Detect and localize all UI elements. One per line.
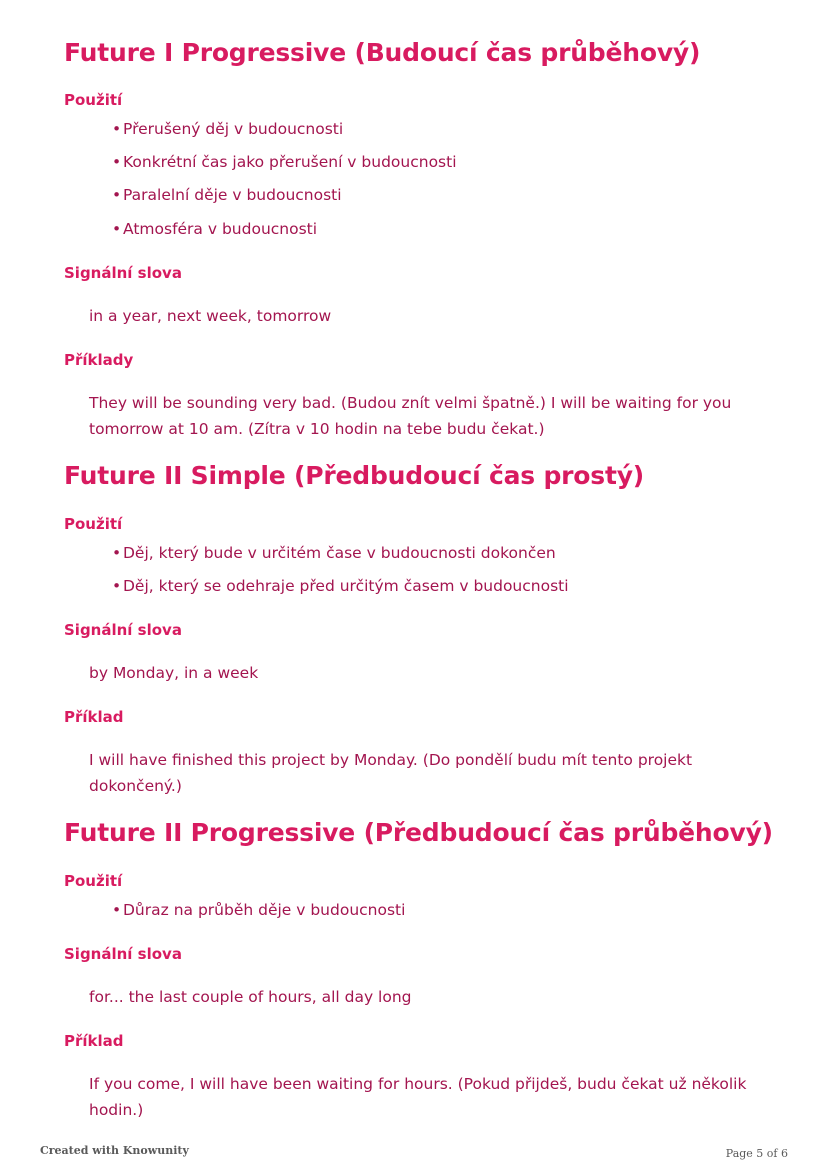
usage-label: Použití: [64, 515, 123, 533]
usage-item: • Konkrétní čas jako přerušení v budoucnosti: [112, 153, 457, 171]
example-text: They will be sounding very bad. (Budou znít velmi špatně.) I will be waiting for you tomorrow at 10 am. (Zítra v 10 hodin na tebe budu čekat.): [89, 394, 732, 438]
section-heading: Future II Simple (Předbudoucí čas prostý): [64, 461, 645, 490]
signal-words-text: in a year, next week, tomorrow: [89, 307, 332, 325]
signal-words-label: Signální slova: [64, 621, 182, 639]
signal-words-text: by Monday, in a week: [89, 664, 259, 682]
usage-item: • Atmosféra v budoucnosti: [112, 220, 318, 238]
page-number: Page 5 of 6: [725, 1147, 788, 1160]
example-label: Příklady: [64, 351, 134, 369]
section-heading: Future II Progressive (Předbudoucí čas průběhový): [64, 818, 773, 847]
signal-words-label: Signální slova: [64, 945, 182, 963]
example-text: If you come, I will have been waiting for hours. (Pokud přijdeš, budu čekat už několik hodin.): [89, 1075, 747, 1119]
section-heading: Future I Progressive (Budoucí čas průběhový): [64, 38, 701, 67]
usage-item: • Paralelní děje v budoucnosti: [112, 186, 342, 204]
created-with-label: Created with Knowunity: [40, 1144, 189, 1157]
usage-label: Použití: [64, 91, 123, 109]
example-label: Příklad: [64, 708, 124, 726]
usage-item: • Přerušený děj v budoucnosti: [112, 120, 344, 138]
usage-label: Použití: [64, 872, 123, 890]
example-label: Příklad: [64, 1032, 124, 1050]
signal-words-label: Signální slova: [64, 264, 182, 282]
usage-item: • Děj, který bude v určitém čase v budoucnosti dokončen: [112, 544, 556, 562]
usage-item: • Děj, který se odehraje před určitým časem v budoucnosti: [112, 577, 569, 595]
example-text: I will have finished this project by Monday. (Do pondělí budu mít tento projekt dokončený.): [89, 751, 693, 795]
usage-item: • Důraz na průběh děje v budoucnosti: [112, 901, 406, 919]
signal-words-text: for... the last couple of hours, all day long: [89, 988, 412, 1006]
